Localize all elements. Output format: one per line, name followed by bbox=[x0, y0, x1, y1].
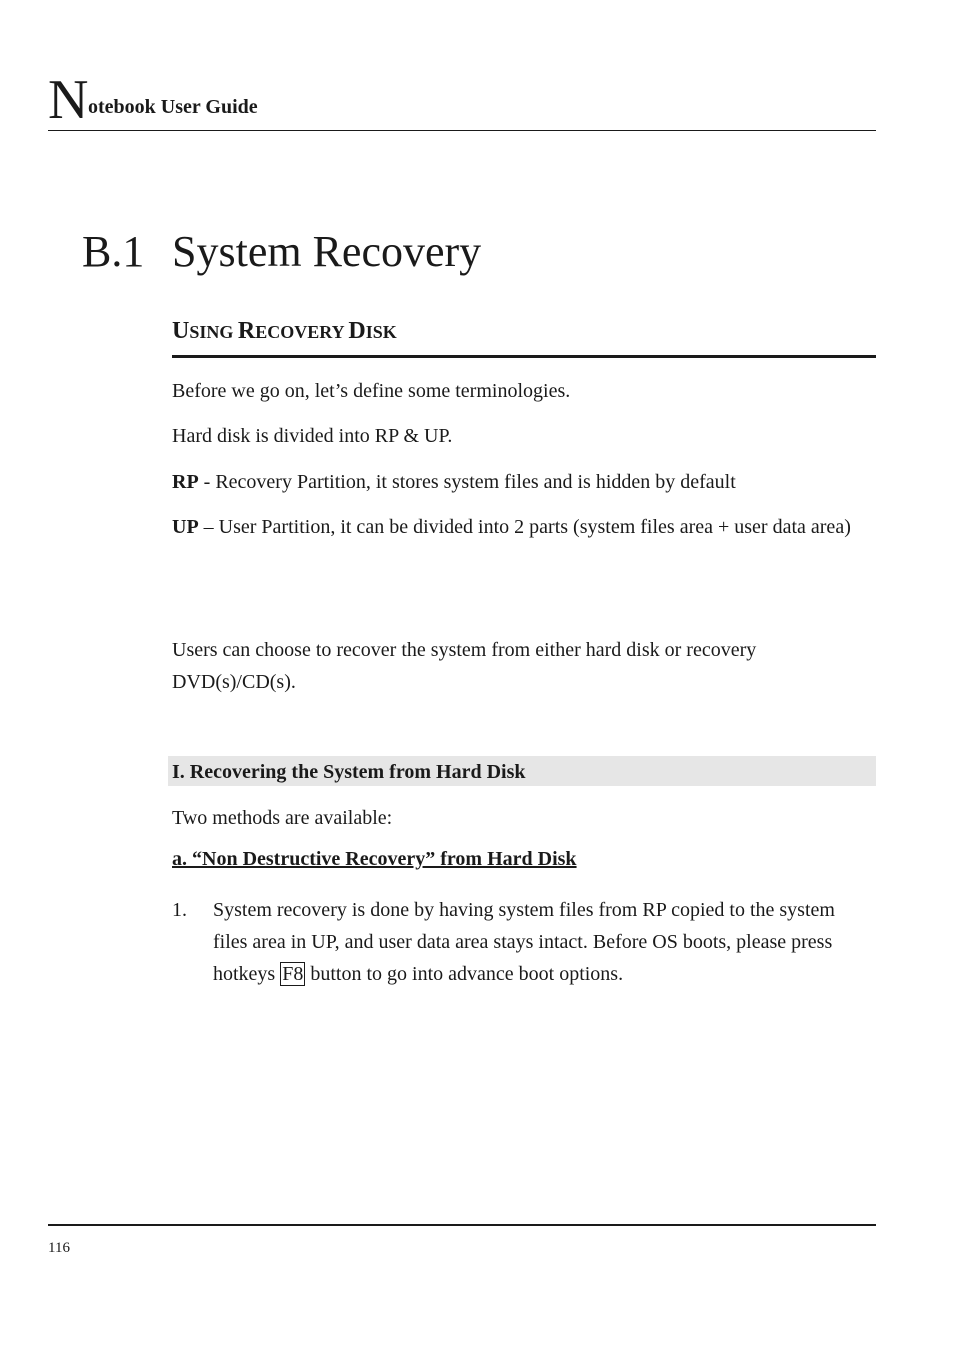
section-title-cap: U bbox=[172, 318, 190, 344]
recovery-choice-paragraph: Users can choose to recover the system from either hard disk or recovery DVD(s)/CD(s). bbox=[172, 639, 757, 693]
up-definition bbox=[172, 511, 862, 543]
section-title-small: ISK bbox=[365, 322, 397, 342]
section-title-cap: D bbox=[348, 318, 366, 344]
rp-description: - Recovery Partition, it stores system files and is hidden by default bbox=[198, 471, 736, 493]
page-number: 116 bbox=[48, 1240, 70, 1256]
methods-intro: Two methods are available: bbox=[172, 807, 393, 829]
footer-rule bbox=[48, 1224, 876, 1226]
section-title-small: SING bbox=[189, 322, 238, 342]
up-term: UP bbox=[172, 516, 199, 538]
section-title bbox=[172, 318, 876, 358]
list-marker: 1. bbox=[172, 899, 187, 921]
chapter-name: System Recovery bbox=[172, 227, 482, 276]
subsection-heading: I. Recovering the System from Hard Disk bbox=[168, 756, 876, 786]
rp-term: RP bbox=[172, 471, 199, 493]
step-text-before: System recovery is done by having system files from RP copied to the system files area in UP, and user data area stays intact. Before OS boots, please press hotkeys bbox=[213, 899, 835, 985]
intro-paragraph: Before we go on, let’s define some terminologies. bbox=[172, 380, 571, 402]
header-title: otebook User Guide bbox=[88, 96, 258, 118]
section-title-cap: R bbox=[237, 318, 256, 344]
disk-division-paragraph: Hard disk is divided into RP & UP. bbox=[172, 425, 453, 447]
method-a-heading: a. “Non Destructive Recovery” from Hard Disk bbox=[172, 848, 577, 870]
hotkey-f8: F8 bbox=[282, 963, 304, 985]
chapter-title bbox=[82, 226, 481, 277]
running-header bbox=[48, 68, 876, 131]
section-title-small: ECOVERY bbox=[255, 322, 349, 342]
list-item bbox=[172, 894, 862, 990]
rp-definition bbox=[172, 466, 862, 498]
header-initial: N bbox=[48, 69, 89, 131]
list-item-text bbox=[213, 894, 862, 990]
up-description: – User Partition, it can be divided into 2 parts (system files area + user data area) bbox=[198, 516, 851, 538]
step-text-after: button to go into advance boot options. bbox=[305, 963, 624, 985]
chapter-number: B.1 bbox=[82, 227, 145, 276]
